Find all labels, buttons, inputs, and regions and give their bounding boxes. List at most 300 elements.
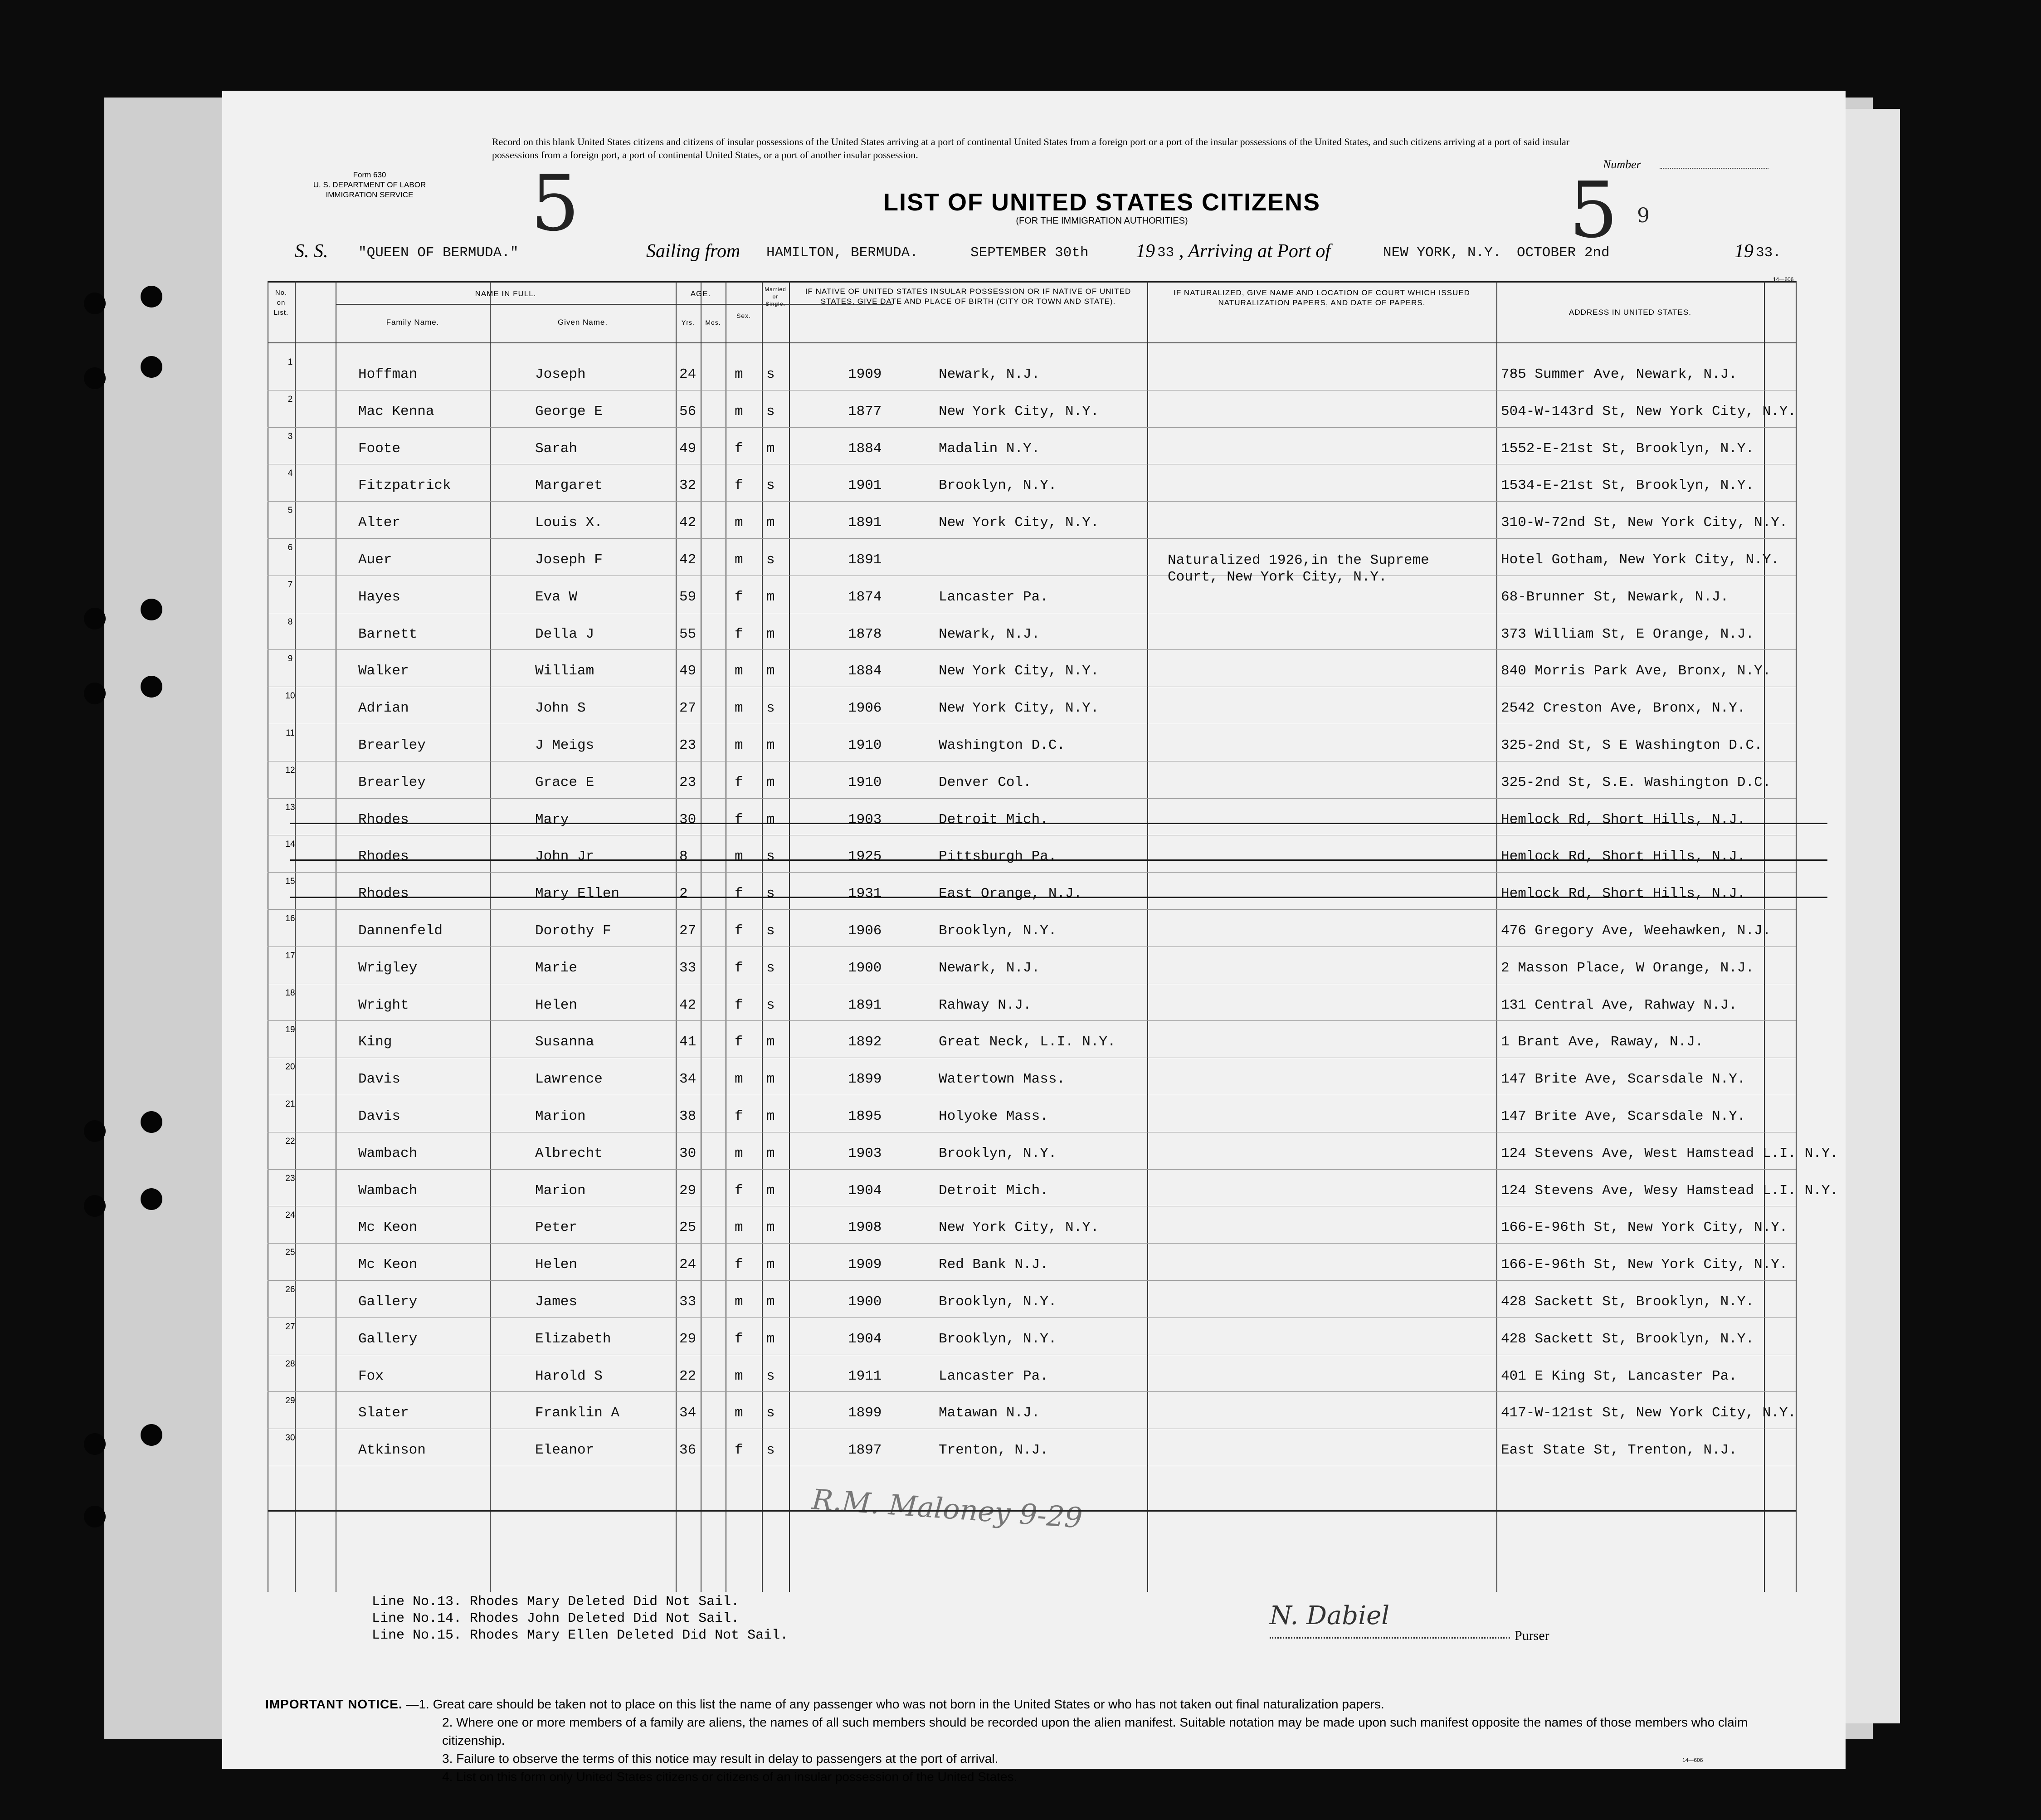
row-rule xyxy=(268,538,1796,539)
deletion-note-15: Line No.15. Rhodes Mary Ellen Deleted Did Not Sail. xyxy=(372,1628,789,1643)
deletion-strike-line xyxy=(290,859,1827,861)
cell-ms: m xyxy=(766,515,775,531)
cell-family: Davis xyxy=(358,1108,401,1124)
page-title: LIST OF UNITED STATES CITIZENS xyxy=(883,189,1320,216)
ship-name: "QUEEN OF BERMUDA." xyxy=(358,245,519,261)
cell-address: 785 Summer Ave, Newark, N.J. xyxy=(1501,366,1737,382)
cell-ms: m xyxy=(766,589,775,605)
cell-age: 30 xyxy=(679,811,697,828)
cell-address: 310-W-72nd St, New York City, N.Y. xyxy=(1501,515,1788,531)
cell-sex: f xyxy=(735,774,743,790)
cell-given: Marion xyxy=(535,1108,586,1124)
cell-sex: m xyxy=(735,403,743,420)
cell-no: 2 xyxy=(287,394,293,404)
cell-family: Rhodes xyxy=(358,886,409,902)
cell-year: 1891 xyxy=(848,552,882,568)
cell-sex: f xyxy=(735,960,743,976)
cell-given: Lawrence xyxy=(535,1071,603,1088)
cell-ms: m xyxy=(766,440,775,457)
cell-ms: s xyxy=(766,1368,775,1384)
cell-address: 166-E-96th St, New York City, N.Y. xyxy=(1501,1257,1788,1273)
sail-year-prefix: 19 xyxy=(1136,241,1155,262)
cell-age: 56 xyxy=(679,403,697,420)
cell-no: 9 xyxy=(287,654,293,664)
header-yrs: Yrs. xyxy=(682,319,695,326)
cell-address: 147 Brite Ave, Scarsdale N.Y. xyxy=(1501,1071,1746,1088)
cell-sex: m xyxy=(735,366,743,382)
cell-family: Fox xyxy=(358,1368,384,1384)
cell-sex: f xyxy=(735,886,743,902)
cell-no: 18 xyxy=(285,988,295,998)
table-bottom-border xyxy=(268,1510,1796,1512)
binder-hole xyxy=(141,676,162,698)
cell-address: 1 Brant Ave, Raway, N.J. xyxy=(1501,1034,1704,1050)
ss-label: S. S. xyxy=(295,241,328,262)
cell-sex: m xyxy=(735,1294,743,1310)
header-bottom-border xyxy=(268,342,1796,343)
table-row xyxy=(222,428,1846,465)
cell-family: Wambach xyxy=(358,1145,418,1161)
deletion-note-13: Line No.13. Rhodes Mary Deleted Did Not Sail. xyxy=(372,1594,740,1610)
cell-address: 373 William St, E Orange, N.J. xyxy=(1501,626,1754,642)
deletion-strike-line xyxy=(290,823,1827,824)
cell-place: Brooklyn, N.Y. xyxy=(939,1331,1057,1347)
cell-age: 22 xyxy=(679,1368,697,1384)
cell-year: 1895 xyxy=(848,1108,882,1124)
cell-family: Fitzpatrick xyxy=(358,478,451,494)
cell-year: 1904 xyxy=(848,1331,882,1347)
cell-address: 428 Sackett St, Brooklyn, N.Y. xyxy=(1501,1294,1754,1310)
row-rule xyxy=(268,1020,1796,1021)
cell-given: J Meigs xyxy=(535,737,594,753)
cell-age: 27 xyxy=(679,923,697,939)
cell-family: Walker xyxy=(358,663,409,679)
cell-given: Marie xyxy=(535,960,578,976)
cell-family: Slater xyxy=(358,1405,409,1421)
cell-place: Brooklyn, N.Y. xyxy=(939,1145,1057,1161)
cell-sex: m xyxy=(735,700,743,717)
table-row xyxy=(222,688,1846,725)
cell-address: 325-2nd St, S E Washington D.C. xyxy=(1501,737,1763,753)
cell-place: Lancaster Pa. xyxy=(939,589,1048,605)
cell-family: Mc Keon xyxy=(358,1257,418,1273)
row-rule xyxy=(268,501,1796,502)
cell-family: Foote xyxy=(358,440,401,457)
table-row xyxy=(222,910,1846,947)
deletion-note-14: Line No.14. Rhodes John Deleted Did Not Sail. xyxy=(372,1611,740,1626)
cell-address: Hemlock Rd, Short Hills, N.J. xyxy=(1501,886,1746,902)
header-married: Married or Single. xyxy=(765,286,786,307)
cell-ms: m xyxy=(766,1220,775,1236)
cell-family: Dannenfeld xyxy=(358,923,443,939)
cell-ms: m xyxy=(766,811,775,828)
cell-ms: s xyxy=(766,849,775,865)
cell-family: Wright xyxy=(358,997,409,1013)
cell-given: William xyxy=(535,663,594,679)
cell-address: 840 Morris Park Ave, Bronx, N.Y. xyxy=(1501,663,1771,679)
binder-hole xyxy=(84,1506,106,1527)
cell-ms: s xyxy=(766,700,775,717)
binder-hole xyxy=(84,683,106,704)
cell-year: 1906 xyxy=(848,923,882,939)
binder-hole xyxy=(141,599,162,620)
cell-ms: s xyxy=(766,1405,775,1421)
cell-family: Adrian xyxy=(358,700,409,717)
table-row xyxy=(222,1021,1846,1059)
cell-sex: m xyxy=(735,1405,743,1421)
cell-place: Newark, N.J. xyxy=(939,366,1040,382)
cell-year: 1909 xyxy=(848,1257,882,1273)
cell-ms: m xyxy=(766,626,775,642)
cell-address: 2542 Creston Ave, Bronx, N.Y. xyxy=(1501,700,1746,717)
cell-sex: f xyxy=(735,478,743,494)
cell-place: Madalin N.Y. xyxy=(939,440,1040,457)
table-row xyxy=(222,576,1846,614)
cell-age: 38 xyxy=(679,1108,697,1124)
naturalization-note-line2: Court, New York City, N.Y. xyxy=(1168,569,1387,585)
table-row xyxy=(222,614,1846,651)
cell-address: 476 Gregory Ave, Weehawken, N.J. xyxy=(1501,923,1771,939)
cell-age: 49 xyxy=(679,440,697,457)
cell-family: King xyxy=(358,1034,392,1050)
purser-signature: N. Dabiel xyxy=(1270,1601,1390,1630)
binder-hole xyxy=(84,608,106,629)
row-rule xyxy=(268,909,1796,910)
cell-family: Gallery xyxy=(358,1294,418,1310)
table-top-border xyxy=(268,281,1796,283)
row-rule xyxy=(268,872,1796,873)
cell-place: Trenton, N.J. xyxy=(939,1442,1048,1459)
cell-year: 1891 xyxy=(848,997,882,1013)
notice-item-1: —1. Great care should be taken not to place on this list the name of any passenger who was not born in the United States or who has not taken out final naturalization papers. xyxy=(406,1697,1384,1711)
cell-ms: m xyxy=(766,1257,775,1273)
cell-no: 7 xyxy=(287,580,293,590)
cell-year: 1906 xyxy=(848,700,882,717)
cell-family: Brearley xyxy=(358,737,426,753)
cell-sex: m xyxy=(735,1145,743,1161)
cell-place: Newark, N.J. xyxy=(939,626,1040,642)
cell-sex: f xyxy=(735,923,743,939)
cell-address: 428 Sackett St, Brooklyn, N.Y. xyxy=(1501,1331,1754,1347)
cell-sex: f xyxy=(735,440,743,457)
cell-place: New York City, N.Y. xyxy=(939,403,1099,420)
cell-sex: f xyxy=(735,811,743,828)
cell-given: Helen xyxy=(535,997,578,1013)
cell-year: 1900 xyxy=(848,1294,882,1310)
naturalization-note-line1: Naturalized 1926,in the Supreme xyxy=(1168,552,1429,568)
cell-age: 33 xyxy=(679,960,697,976)
cell-age: 29 xyxy=(679,1331,697,1347)
cell-sex: m xyxy=(735,1071,743,1088)
cell-given: Mary xyxy=(535,811,569,828)
cell-address: Hemlock Rd, Short Hills, N.J. xyxy=(1501,811,1746,828)
cell-year: 1911 xyxy=(848,1368,882,1384)
binder-hole xyxy=(84,1195,106,1217)
cell-sex: m xyxy=(735,737,743,753)
cell-year: 1897 xyxy=(848,1442,882,1459)
row-rule xyxy=(268,1391,1796,1392)
cell-sex: f xyxy=(735,626,743,642)
binder-hole xyxy=(141,1188,162,1210)
cell-ms: m xyxy=(766,1294,775,1310)
cell-ms: s xyxy=(766,997,775,1013)
arrival-date: OCTOBER 2nd xyxy=(1517,245,1610,261)
cell-ms: s xyxy=(766,478,775,494)
row-rule xyxy=(268,1169,1796,1170)
header-address: ADDRESS IN UNITED STATES. xyxy=(1569,308,1691,317)
cell-given: Peter xyxy=(535,1220,578,1236)
table-row xyxy=(222,836,1846,873)
cell-ms: m xyxy=(766,1331,775,1347)
purser-signature-line xyxy=(1270,1637,1510,1639)
cell-no: 3 xyxy=(287,431,293,441)
cell-family: Wambach xyxy=(358,1182,418,1199)
number-label: Number xyxy=(1603,158,1641,171)
cell-ms: m xyxy=(766,1145,775,1161)
row-rule xyxy=(268,427,1796,428)
cell-no: 4 xyxy=(287,468,293,478)
service-name: IMMIGRATION SERVICE xyxy=(326,190,414,199)
cell-place: Great Neck, L.I. N.Y. xyxy=(939,1034,1116,1050)
header-mos: Mos. xyxy=(705,319,721,326)
cell-family: Atkinson xyxy=(358,1442,426,1459)
table-row xyxy=(222,1207,1846,1244)
table-row xyxy=(222,1281,1846,1318)
cell-given: Helen xyxy=(535,1257,578,1273)
cell-given: Sarah xyxy=(535,440,578,457)
department-name: U. S. DEPARTMENT OF LABOR xyxy=(313,181,426,189)
cell-sex: m xyxy=(735,849,743,865)
cell-ms: s xyxy=(766,366,775,382)
cell-sex: f xyxy=(735,1034,743,1050)
cell-no: 16 xyxy=(285,914,295,923)
cell-age: 42 xyxy=(679,997,697,1013)
cell-family: Gallery xyxy=(358,1331,418,1347)
table-row xyxy=(222,1356,1846,1393)
cell-no: 28 xyxy=(285,1359,295,1369)
cell-given: Eleanor xyxy=(535,1442,594,1459)
cell-family: Alter xyxy=(358,515,401,531)
table-row xyxy=(222,947,1846,985)
cell-no: 10 xyxy=(285,691,295,701)
cell-age: 59 xyxy=(679,589,697,605)
cell-given: Harold S xyxy=(535,1368,603,1384)
cell-given: Louis X. xyxy=(535,515,603,531)
cell-address: 1552-E-21st St, Brooklyn, N.Y. xyxy=(1501,440,1754,457)
cell-place: Denver Col. xyxy=(939,774,1032,790)
binder-hole xyxy=(141,1424,162,1446)
port-from: HAMILTON, BERMUDA. xyxy=(766,245,918,261)
table-row xyxy=(222,391,1846,428)
form-code-top: 14—606 xyxy=(1773,276,1794,283)
cell-ms: s xyxy=(766,960,775,976)
cell-year: 1901 xyxy=(848,478,882,494)
deletion-strike-line xyxy=(290,897,1827,898)
cell-no: 25 xyxy=(285,1248,295,1258)
cell-sex: f xyxy=(735,997,743,1013)
cell-sex: m xyxy=(735,1220,743,1236)
cell-address: 124 Stevens Ave, Wesy Hamstead L.I. N.Y. xyxy=(1501,1182,1839,1199)
table-row xyxy=(222,354,1846,391)
cell-no: 1 xyxy=(287,357,293,367)
cell-no: 13 xyxy=(285,802,295,812)
cell-age: 8 xyxy=(679,849,688,865)
cell-sex: m xyxy=(735,663,743,679)
cell-family: Mac Kenna xyxy=(358,403,434,420)
cell-year: 1884 xyxy=(848,663,882,679)
cell-address: 68-Brunner St, Newark, N.J. xyxy=(1501,589,1729,605)
cell-ms: s xyxy=(766,923,775,939)
pencil-annotation: R.M. Maloney 9-29 xyxy=(811,1483,1084,1535)
header-birth: IF NATIVE OF UNITED STATES INSULAR POSSESSION OR IF NATIVE OF UNITED STATES, GIVE DATE AND PLACE OF BIRTH (CITY OR TOWN AND STATE). xyxy=(805,287,1131,306)
cell-ms: m xyxy=(766,774,775,790)
purser-label: Purser xyxy=(1515,1628,1549,1643)
row-rule xyxy=(268,1280,1796,1281)
cell-ms: m xyxy=(766,1182,775,1199)
cell-no: 11 xyxy=(286,728,295,738)
cell-no: 24 xyxy=(285,1210,295,1220)
cell-given: John S xyxy=(535,700,586,717)
cell-no: 30 xyxy=(285,1433,295,1443)
cell-age: 42 xyxy=(679,515,697,531)
binder-hole xyxy=(141,356,162,378)
cell-given: Mary Ellen xyxy=(535,886,620,902)
cell-no: 12 xyxy=(285,765,295,775)
cell-place: Matawan N.J. xyxy=(939,1405,1040,1421)
cell-family: Mc Keon xyxy=(358,1220,418,1236)
cell-no: 20 xyxy=(285,1062,295,1072)
cell-address: 131 Central Ave, Rahway N.J. xyxy=(1501,997,1737,1013)
cell-given: Della J xyxy=(535,626,594,642)
cell-family: Auer xyxy=(358,552,392,568)
cell-address: Hemlock Rd, Short Hills, N.J. xyxy=(1501,849,1746,865)
table-row xyxy=(222,650,1846,688)
cell-age: 23 xyxy=(679,774,697,790)
cell-year: 1874 xyxy=(848,589,882,605)
cell-age: 23 xyxy=(679,737,697,753)
cell-place: New York City, N.Y. xyxy=(939,1220,1099,1236)
table-row xyxy=(222,725,1846,762)
cell-sex: m xyxy=(735,552,743,568)
cell-age: 30 xyxy=(679,1145,697,1161)
cell-sex: m xyxy=(735,1368,743,1384)
cell-given: Joseph xyxy=(535,366,586,382)
cell-given: Albrecht xyxy=(535,1145,603,1161)
cell-year: 1910 xyxy=(848,737,882,753)
table-row xyxy=(222,1059,1846,1096)
table-row xyxy=(222,1096,1846,1133)
cell-age: 24 xyxy=(679,366,697,382)
cell-no: 27 xyxy=(285,1322,295,1332)
notice-label: IMPORTANT NOTICE. xyxy=(265,1697,403,1711)
cell-family: Wrigley xyxy=(358,960,418,976)
cell-family: Brearley xyxy=(358,774,426,790)
cell-address: 1534-E-21st St, Brooklyn, N.Y. xyxy=(1501,478,1754,494)
cell-age: 27 xyxy=(679,700,697,717)
cell-address: East State St, Trenton, N.J. xyxy=(1501,1442,1737,1459)
cell-year: 1903 xyxy=(848,811,882,828)
table-row xyxy=(222,1392,1846,1430)
cell-ms: s xyxy=(766,886,775,902)
header-sex: Sex. xyxy=(736,312,751,319)
cell-sex: f xyxy=(735,589,743,605)
sail-year: 33 xyxy=(1157,245,1174,261)
header-name: NAME IN FULL. xyxy=(475,289,536,298)
cell-no: 6 xyxy=(287,543,293,552)
header-no: No. on List. xyxy=(273,289,289,317)
row-rule xyxy=(268,1317,1796,1318)
cell-year: 1900 xyxy=(848,960,882,976)
cell-given: John Jr xyxy=(535,849,594,865)
cell-given: Margaret xyxy=(535,478,603,494)
header-age: AGE. xyxy=(690,289,711,298)
cell-ms: m xyxy=(766,1071,775,1088)
table-row xyxy=(222,1244,1846,1281)
cell-year: 1891 xyxy=(848,515,882,531)
cell-no: 23 xyxy=(285,1173,295,1183)
cell-family: Rhodes xyxy=(358,811,409,828)
cell-address: 166-E-96th St, New York City, N.Y. xyxy=(1501,1220,1788,1236)
cell-no: 15 xyxy=(285,877,295,887)
cell-no: 22 xyxy=(285,1136,295,1146)
cell-age: 34 xyxy=(679,1071,697,1088)
cell-given: Eva W xyxy=(535,589,578,605)
cell-given: Grace E xyxy=(535,774,594,790)
cell-family: Rhodes xyxy=(358,849,409,865)
cell-place: Washington D.C. xyxy=(939,737,1066,753)
table-row xyxy=(222,502,1846,539)
cell-no: 5 xyxy=(287,506,293,516)
binder-hole xyxy=(84,1433,106,1455)
cell-ms: m xyxy=(766,1034,775,1050)
table-row xyxy=(222,1133,1846,1170)
cell-sex: m xyxy=(735,515,743,531)
cell-year: 1899 xyxy=(848,1071,882,1088)
cell-ms: m xyxy=(766,737,775,753)
binder-hole xyxy=(141,286,162,307)
cell-given: Joseph F xyxy=(535,552,603,568)
notice-item-2: 2. Where one or more members of a family are aliens, the names of all such members should be recorded upon the alien manifest. Suitable notation may be made upon such manifest opposite the names of those members who claim citizenship. xyxy=(442,1715,1748,1747)
cell-ms: m xyxy=(766,663,775,679)
cell-place: New York City, N.Y. xyxy=(939,700,1099,717)
cell-age: 24 xyxy=(679,1257,697,1273)
cell-given: Marion xyxy=(535,1182,586,1199)
cell-family: Barnett xyxy=(358,626,418,642)
cell-age: 41 xyxy=(679,1034,697,1050)
cell-place: Red Bank N.J. xyxy=(939,1257,1048,1273)
cell-family: Hoffman xyxy=(358,366,418,382)
number-field xyxy=(1660,168,1768,169)
cell-place: New York City, N.Y. xyxy=(939,663,1099,679)
manifest-page xyxy=(222,91,1846,1784)
cell-sex: f xyxy=(735,1442,743,1459)
cell-age: 32 xyxy=(679,478,697,494)
cell-place: Rahway N.J. xyxy=(939,997,1032,1013)
form-instructions: Record on this blank United States citizens and citizens of insular possessions of the United States arriving at a port of continental United States from a foreign port or a port of the insular possessions of the United States, and such citizens arriving at a port of said insular possessions from a foreign port, a port of continental United States, or a port of another insular possession. xyxy=(492,136,1570,161)
cell-sex: f xyxy=(735,1331,743,1347)
handwritten-small-number: 9 xyxy=(1637,204,1650,227)
cell-given: Susanna xyxy=(535,1034,594,1050)
binder-hole xyxy=(84,1120,106,1142)
cell-place: Watertown Mass. xyxy=(939,1071,1066,1088)
header-naturalized: IF NATURALIZED, GIVE NAME AND LOCATION OF COURT WHICH ISSUED NATURALIZATION PAPERS, AND DATE OF PAPERS. xyxy=(1174,288,1470,307)
cell-year: 1892 xyxy=(848,1034,882,1050)
cell-age: 29 xyxy=(679,1182,697,1199)
binder-hole xyxy=(141,1111,162,1133)
cell-place: East Orange, N.J. xyxy=(939,886,1082,902)
cell-address: 147 Brite Ave, Scarsdale N.Y. xyxy=(1501,1108,1746,1124)
header-given: Given Name. xyxy=(557,318,608,327)
